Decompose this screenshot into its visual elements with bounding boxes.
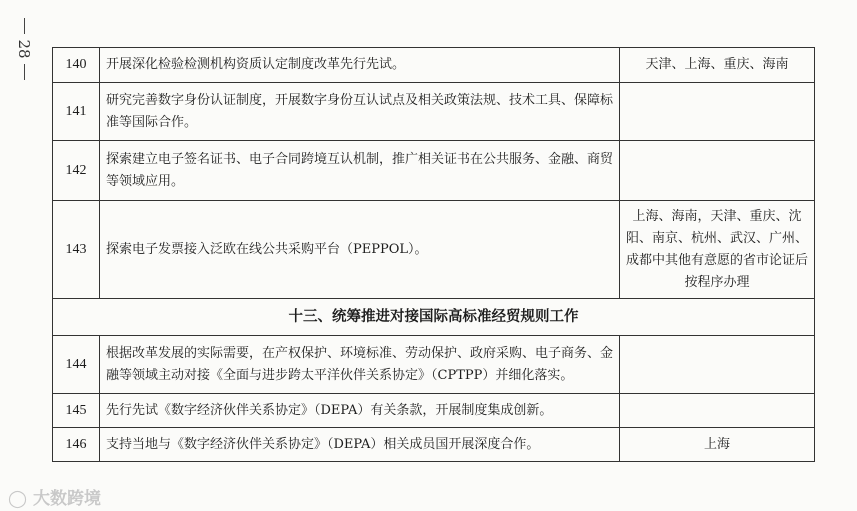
row-text: 探索电子发票接入泛欧在线公共采购平台（PEPPOL）。 [100,201,620,299]
table-row [53,141,815,201]
policy-table [52,47,815,462]
row-number: 144 [53,336,100,394]
watermark-logo: ◯ 大数跨境 [8,489,101,509]
row-text: 支持当地与《数字经济伙伴关系协定》（DEPA）相关成员国开展深度合作。 [100,428,620,462]
row-number: 146 [53,428,100,462]
row-area [620,141,815,201]
table-row [53,428,815,462]
row-text: 研究完善数字身份认证制度，开展数字身份互认试点及相关政策法规、技术工具、保障标准等国际合作。 [100,83,620,141]
page-number: 28 [14,18,34,80]
row-area: 天津、上海、重庆、海南 [620,48,815,83]
row-text: 开展深化检验检测机构资质认定制度改革先行先试。 [100,48,620,83]
section-title: 十三、统筹推进对接国际高标准经贸规则工作 [53,299,815,336]
row-number: 141 [53,83,100,141]
row-area: 上海 [620,428,815,462]
row-text: 先行先试《数字经济伙伴关系协定》（DEPA）有关条款，开展制度集成创新。 [100,394,620,428]
row-number: 143 [53,201,100,299]
row-text: 根据改革发展的实际需要，在产权保护、环境标准、劳动保护、政府采购、电子商务、金融等领域主动对接《全面与进步跨太平洋伙伴关系协定》（CPTPP）并细化落实。 [100,336,620,394]
row-number: 145 [53,394,100,428]
row-area [620,83,815,141]
row-text: 探索建立电子签名证书、电子合同跨境互认机制，推广相关证书在公共服务、金融、商贸等领域应用。 [100,141,620,201]
row-area [620,336,815,394]
table-row [53,336,815,394]
row-area [620,394,815,428]
row-number: 142 [53,141,100,201]
section-row [53,299,815,336]
table-row [53,48,815,83]
row-number: 140 [53,48,100,83]
watermark-text: 大数跨境 [32,489,101,509]
table-row [53,394,815,428]
table-row [53,83,815,141]
row-area: 上海、海南，天津、重庆、沈阳、南京、杭州、武汉、广州、成都中其他有意愿的省市论证后按程序办理 [620,201,815,299]
table-row [53,201,815,299]
